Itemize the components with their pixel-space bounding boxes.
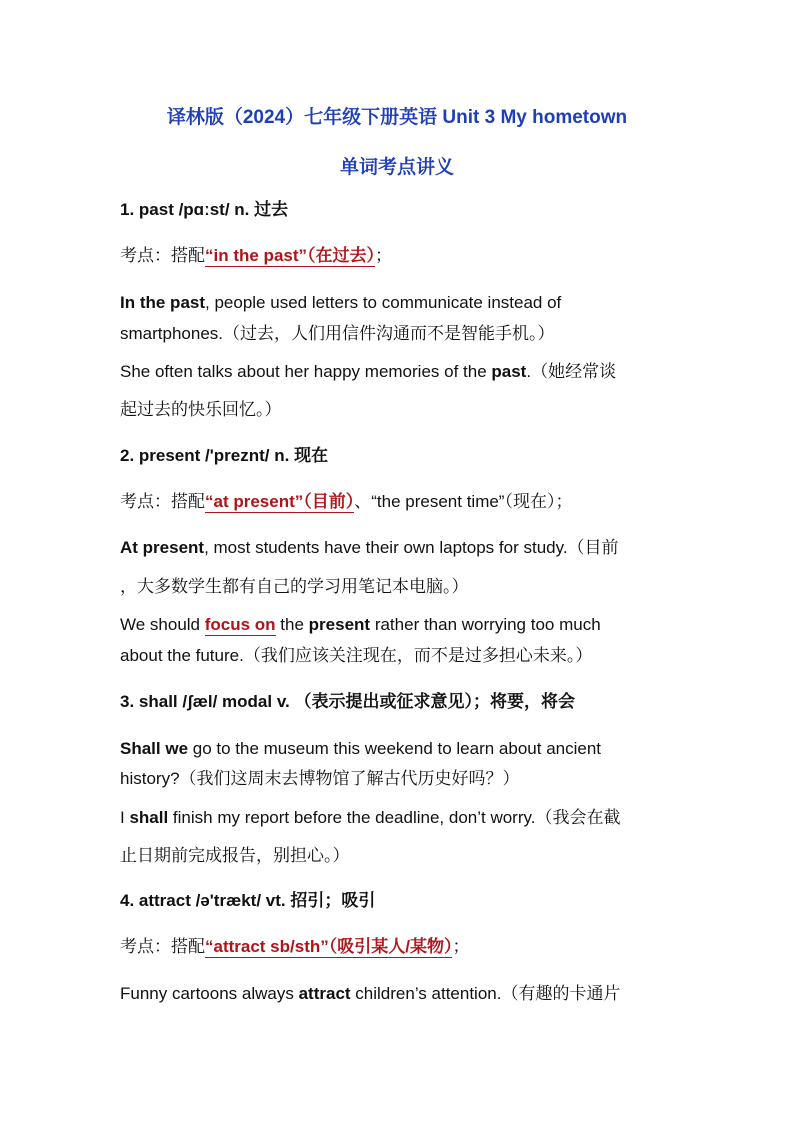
keyword: present — [308, 615, 371, 634]
entry-3-example-2 — [120, 807, 680, 829]
entry-1-example-1 — [120, 292, 680, 314]
keyword: In the past — [120, 293, 206, 312]
kaodian-suffix: ； — [452, 937, 470, 956]
example-text: We should — [120, 615, 205, 634]
entry-1-example-2-cont: 起过去的快乐回忆。） — [120, 400, 282, 419]
keyword: past — [491, 362, 527, 381]
entry-2-example-2 — [120, 614, 680, 636]
entry-4-heading: 4. attract /ə'trækt/ vt. 招引；吸引 — [120, 891, 376, 910]
example-text: I — [120, 808, 130, 827]
collocation-highlight: “in the past”（在过去） — [205, 246, 376, 265]
entry-2-heading: 2. present /'preznt/ n. 现在 — [120, 446, 329, 465]
keyword: Shall we — [120, 739, 189, 758]
kaodian-label: 考点：搭配 — [120, 937, 205, 956]
phrase-highlight: focus on — [204, 615, 276, 634]
entry-1-example-2 — [120, 361, 680, 383]
entry-4-example-1 — [120, 983, 680, 1005]
keyword: attract — [298, 984, 351, 1003]
example-text: finish my report before the deadline, don’t worry.（我会在截 — [168, 808, 621, 827]
entry-2-example-2-cont: about the future.（我们应该关注现在，而不是过多担心未来。） — [120, 646, 593, 665]
example-text: , most students have their own laptops for study.（目前 — [204, 538, 619, 557]
entry-1-example-1-cont: smartphones.（过去，人们用信件沟通而不是智能手机。） — [120, 324, 555, 343]
example-text: Funny cartoons always — [120, 984, 299, 1003]
entry-3-example-1 — [120, 738, 680, 760]
document-title: 译林版（2024）七年级下册英语 Unit 3 My hometown — [166, 107, 628, 128]
example-text: rather than worrying too much — [370, 615, 601, 634]
example-text: She often talks about her happy memories of the — [120, 362, 492, 381]
kaodian-suffix: 、“the present time”（现在）； — [354, 492, 573, 511]
example-text: .（她经常谈 — [526, 362, 617, 381]
entry-1-heading: 1. past /pɑːst/ n. 过去 — [120, 200, 289, 219]
example-text: children’s attention.（有趣的卡通片 — [350, 984, 621, 1003]
entry-2-example-1 — [120, 537, 680, 559]
entry-2-kaodian — [120, 491, 680, 513]
collocation-highlight: “at present”（目前） — [205, 492, 355, 511]
keyword: At present — [120, 538, 205, 557]
entry-3-heading: 3. shall /ʃæl/ modal v. （表示提出或征求意见）；将要，将会 — [120, 692, 575, 711]
keyword: shall — [129, 808, 169, 827]
entry-3-example-1-cont: history?（我们这周末去博物馆了解古代历史好吗？） — [120, 769, 520, 788]
collocation-highlight: “attract sb/sth”（吸引某人/某物） — [205, 937, 453, 956]
entry-2-example-1-cont: ，大多数学生都有自己的学习用笔记本电脑。） — [120, 577, 469, 596]
example-text: the — [275, 615, 309, 634]
entry-1-kaodian — [120, 245, 680, 267]
kaodian-label: 考点：搭配 — [120, 246, 205, 265]
kaodian-suffix: ； — [375, 246, 393, 265]
entry-3-example-2-cont: 止日期前完成报告，别担心。） — [120, 846, 350, 865]
example-text: , people used letters to communicate instead of — [205, 293, 562, 312]
example-text: go to the museum this weekend to learn about ancient — [188, 739, 602, 758]
kaodian-label: 考点：搭配 — [120, 492, 205, 511]
entry-4-kaodian — [120, 936, 680, 958]
document-subtitle: 单词考点讲义 — [339, 157, 454, 178]
